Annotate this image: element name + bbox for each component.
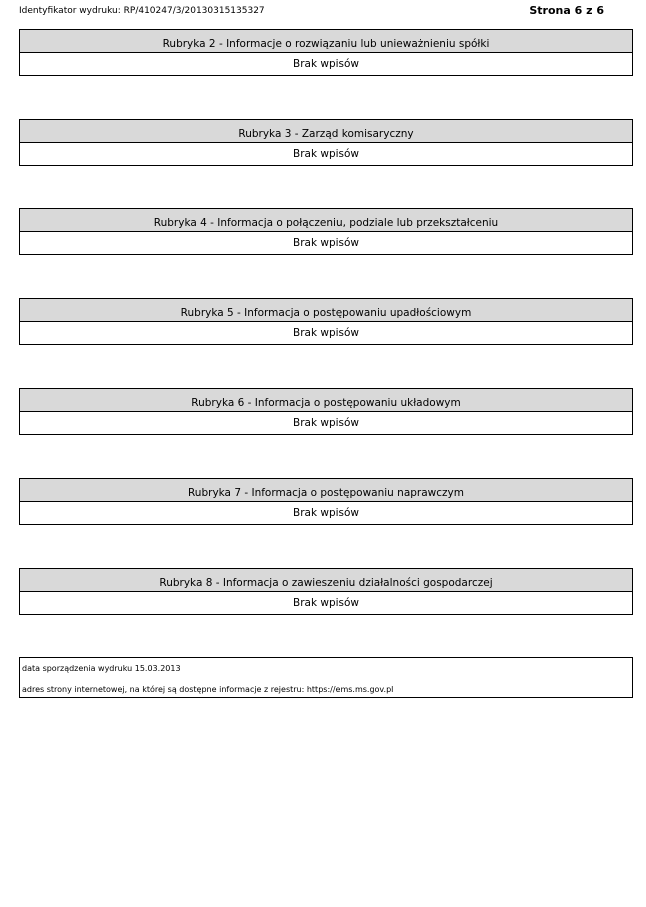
section-content: Brak wpisów [292, 58, 360, 70]
section-title: Rubryka 7 - Informacja o postępowaniu naprawczym [20, 479, 632, 502]
section-rubryka-8 [19, 568, 633, 615]
section-rubryka-7 [19, 478, 633, 525]
section-rubryka-5 [19, 298, 633, 345]
section-rubryka-6 [19, 388, 633, 435]
section-title: Rubryka 3 - Zarząd komisaryczny [20, 120, 632, 143]
print-date: data sporządzenia wydruku 15.03.2013 [22, 664, 181, 673]
section-content: Brak wpisów [292, 237, 360, 249]
section-content: Brak wpisów [292, 148, 360, 160]
section-content: Brak wpisów [292, 597, 360, 609]
section-title: Rubryka 5 - Informacja o postępowaniu upadłościowym [20, 299, 632, 322]
section-content: Brak wpisów [292, 417, 360, 429]
page-number: Strona 6 z 6 [529, 4, 604, 17]
section-title: Rubryka 2 - Informacje o rozwiązaniu lub unieważnieniu spółki [20, 30, 632, 53]
print-info-box [19, 657, 633, 698]
section-content: Brak wpisów [292, 507, 360, 519]
section-rubryka-2 [19, 29, 633, 76]
section-rubryka-3 [19, 119, 633, 166]
section-content: Brak wpisów [292, 327, 360, 339]
section-title: Rubryka 4 - Informacja o połączeniu, podziale lub przekształceniu [20, 209, 632, 232]
section-title: Rubryka 8 - Informacja o zawieszeniu działalności gospodarczej [20, 569, 632, 592]
registry-url: adres strony internetowej, na której są dostępne informacje z rejestru: https://ems.ms.gov.pl [22, 685, 394, 694]
section-title: Rubryka 6 - Informacja o postępowaniu układowym [20, 389, 632, 412]
section-rubryka-4 [19, 208, 633, 255]
print-identifier: Identyfikator wydruku: RP/410247/3/20130315135327 [19, 6, 265, 16]
